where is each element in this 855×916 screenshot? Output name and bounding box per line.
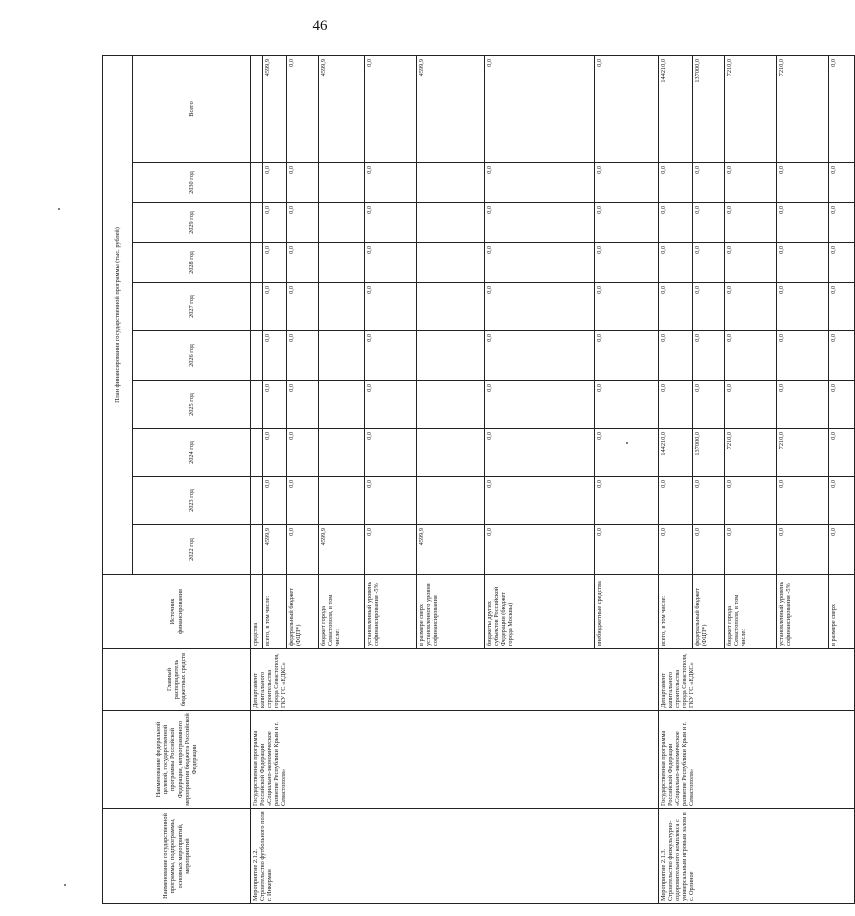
amount-cell: 0,0 — [725, 283, 777, 331]
amount-cell: 144210,0 — [659, 55, 693, 162]
funding-source-cell: установленный уровень софинансирования -5% — [365, 575, 417, 649]
amount-cell: 0,0 — [595, 331, 659, 381]
amount-cell: 0,0 — [659, 381, 693, 429]
amount-cell: 0,0 — [287, 525, 319, 575]
amount-cell: 4599,9 — [319, 525, 365, 575]
amount-cell — [319, 429, 365, 477]
amount-cell: 0,0 — [287, 429, 319, 477]
amount-cell: 0,0 — [365, 381, 417, 429]
amount-cell: 0,0 — [485, 525, 595, 575]
event-cell: Мероприятие 2.1.2. Строительство футбольного поля г. Инкерман — [251, 809, 659, 904]
amount-cell: 0,0 — [595, 203, 659, 243]
amount-cell: 0,0 — [365, 243, 417, 283]
amount-cell: 0,0 — [829, 163, 855, 203]
header-budget-admin: Главный распорядитель бюджетных средств — [103, 649, 251, 711]
header-funding-source: Источник финансирования — [103, 575, 251, 649]
amount-cell: 0,0 — [287, 203, 319, 243]
amount-cell: 0,0 — [595, 477, 659, 525]
amount-cell — [251, 381, 263, 429]
header-year: 2024 год — [133, 429, 251, 477]
amount-cell: 0,0 — [365, 525, 417, 575]
amount-cell: 0,0 — [777, 283, 829, 331]
amount-cell — [251, 163, 263, 203]
amount-cell: 0,0 — [485, 163, 595, 203]
funding-source-cell: в размере сверх — [829, 575, 855, 649]
amount-cell: 0,0 — [595, 525, 659, 575]
amount-cell — [319, 163, 365, 203]
amount-cell: 0,0 — [659, 203, 693, 243]
header-year: 2022 год — [133, 525, 251, 575]
amount-cell — [251, 477, 263, 525]
amount-cell: 0,0 — [829, 283, 855, 331]
amount-cell: 0,0 — [287, 283, 319, 331]
amount-cell: 0,0 — [485, 429, 595, 477]
header-year: 2028 год — [133, 243, 251, 283]
amount-cell: 0,0 — [365, 163, 417, 203]
funding-source-cell: бюджет города Севастополя, в том числе: — [319, 575, 365, 649]
amount-cell — [417, 163, 485, 203]
page-number: 46 — [312, 18, 328, 34]
event-cell: Мероприятие 2.1.3. Строительство физкультурно-оздоровительного комплекса с универсальным игровым залом в с. Орлиное — [659, 809, 855, 904]
amount-cell: 4599,9 — [319, 55, 365, 162]
amount-cell: 0,0 — [365, 331, 417, 381]
amount-cell: 0,0 — [287, 331, 319, 381]
header-year: 2025 год — [133, 381, 251, 429]
amount-cell: 137000,0 — [693, 429, 725, 477]
amount-cell: 0,0 — [725, 163, 777, 203]
amount-cell — [251, 203, 263, 243]
amount-cell — [417, 203, 485, 243]
funding-source-cell: всего, в том числе: — [263, 575, 287, 649]
rotated-table-wrapper — [102, 56, 837, 904]
amount-cell — [251, 55, 263, 162]
amount-cell — [251, 429, 263, 477]
table-body — [251, 55, 855, 903]
amount-cell — [251, 243, 263, 283]
amount-cell — [319, 203, 365, 243]
amount-cell: 0,0 — [263, 163, 287, 203]
amount-cell: 0,0 — [659, 243, 693, 283]
amount-cell: 0,0 — [365, 429, 417, 477]
header-plan-group: План финансирования государственной программы (тыс. рублей) — [103, 55, 133, 574]
header-year: 2026 год — [133, 331, 251, 381]
header-event: Наименование государственной программы, подпрограммы, основных мероприятий, мероприятий — [103, 809, 251, 904]
funding-source-cell: всего, в том числе: — [659, 575, 693, 649]
amount-cell: 144210,0 — [659, 429, 693, 477]
amount-cell — [417, 429, 485, 477]
amount-cell: 0,0 — [287, 163, 319, 203]
amount-cell: 0,0 — [659, 331, 693, 381]
amount-cell: 0,0 — [595, 55, 659, 162]
amount-cell: 0,0 — [693, 203, 725, 243]
amount-cell: 0,0 — [829, 525, 855, 575]
amount-cell: 0,0 — [287, 381, 319, 429]
amount-cell: 7210,0 — [777, 55, 829, 162]
amount-cell: 0,0 — [693, 243, 725, 283]
header-year: 2027 год — [133, 283, 251, 331]
budget-admin-cell: Департамент капитального строительства города Севастополя, ГКУ ГС «ЕДКС» — [251, 649, 659, 711]
funding-source-cell: федеральный бюджет (ФЦП*) — [287, 575, 319, 649]
amount-cell: 0,0 — [485, 55, 595, 162]
amount-cell: 0,0 — [287, 477, 319, 525]
amount-cell: 4599,9 — [263, 55, 287, 162]
amount-cell: 0,0 — [365, 477, 417, 525]
amount-cell: 0,0 — [485, 331, 595, 381]
amount-cell: 0,0 — [485, 381, 595, 429]
scan-speck — [64, 884, 66, 886]
amount-cell: 0,0 — [485, 283, 595, 331]
amount-cell: 0,0 — [595, 243, 659, 283]
amount-cell — [319, 381, 365, 429]
header-federal-program: Наименование федеральной целевой, государственной программы Российской Федерации, непрограммного мероприятия бюджета Российской Федерации — [103, 711, 251, 809]
funding-source-cell: внебюджетные средства — [595, 575, 659, 649]
funding-source-cell: федеральный бюджет (ФЦП*) — [693, 575, 725, 649]
amount-cell — [319, 243, 365, 283]
federal-program-cell: Государственная программа Российской Федерации «Социально-экономическое развитие Республики Крым и г. Севастополя» — [659, 711, 855, 809]
amount-cell: 0,0 — [595, 163, 659, 203]
amount-cell: 0,0 — [365, 283, 417, 331]
amount-cell: 137000,0 — [693, 55, 725, 162]
amount-cell: 0,0 — [263, 477, 287, 525]
funding-source-cell: в размере сверх установленного уровня софинансирования — [417, 575, 485, 649]
amount-cell: 0,0 — [777, 525, 829, 575]
table-row — [251, 55, 263, 903]
amount-cell: 0,0 — [693, 525, 725, 575]
funding-source-cell: бюджет города Севастополя, в том числе: — [725, 575, 777, 649]
amount-cell: 0,0 — [365, 203, 417, 243]
amount-cell: 0,0 — [595, 381, 659, 429]
amount-cell: 0,0 — [725, 203, 777, 243]
amount-cell: 0,0 — [485, 243, 595, 283]
amount-cell: 0,0 — [485, 477, 595, 525]
amount-cell: 0,0 — [829, 55, 855, 162]
amount-cell: 0,0 — [829, 203, 855, 243]
amount-cell: 0,0 — [693, 283, 725, 331]
amount-cell: 0,0 — [693, 163, 725, 203]
amount-cell — [417, 243, 485, 283]
amount-cell: 0,0 — [263, 283, 287, 331]
amount-cell — [251, 525, 263, 575]
amount-cell: 0,0 — [693, 331, 725, 381]
amount-cell: 0,0 — [829, 331, 855, 381]
amount-cell: 0,0 — [263, 203, 287, 243]
amount-cell: 0,0 — [287, 55, 319, 162]
amount-cell — [251, 283, 263, 331]
amount-cell — [417, 477, 485, 525]
amount-cell: 0,0 — [693, 381, 725, 429]
header-year: 2030 год — [133, 163, 251, 203]
amount-cell — [417, 283, 485, 331]
rotated-table-area — [102, 56, 837, 904]
amount-cell: 0,0 — [777, 243, 829, 283]
amount-cell: 0,0 — [829, 381, 855, 429]
funding-source-cell: установленный уровень софинансирования -5% — [777, 575, 829, 649]
amount-cell — [319, 331, 365, 381]
amount-cell: 0,0 — [829, 477, 855, 525]
amount-cell: 0,0 — [725, 243, 777, 283]
amount-cell: 0,0 — [777, 163, 829, 203]
amount-cell: 0,0 — [263, 243, 287, 283]
amount-cell: 7210,0 — [725, 429, 777, 477]
header-year: Всего — [133, 55, 251, 162]
header-year: 2029 год — [133, 203, 251, 243]
amount-cell: 7210,0 — [725, 55, 777, 162]
amount-cell — [251, 331, 263, 381]
scan-speck — [626, 442, 628, 444]
amount-cell: 0,0 — [659, 525, 693, 575]
amount-cell: 0,0 — [263, 429, 287, 477]
amount-cell: 0,0 — [287, 243, 319, 283]
header-year: 2023 год — [133, 477, 251, 525]
amount-cell — [319, 477, 365, 525]
amount-cell: 0,0 — [485, 203, 595, 243]
amount-cell: 0,0 — [659, 163, 693, 203]
amount-cell — [319, 283, 365, 331]
amount-cell: 0,0 — [693, 477, 725, 525]
amount-cell: 0,0 — [777, 381, 829, 429]
amount-cell: 0,0 — [725, 525, 777, 575]
table-row — [659, 55, 693, 903]
amount-cell — [417, 331, 485, 381]
scan-speck — [58, 208, 60, 210]
budget-admin-cell: Департамент капитального строительства города Севастополя, ГКУ ГС «ЕДКС» — [659, 649, 855, 711]
amount-cell: 0,0 — [659, 477, 693, 525]
amount-cell: 0,0 — [595, 429, 659, 477]
amount-cell: 0,0 — [725, 477, 777, 525]
amount-cell: 0,0 — [725, 331, 777, 381]
amount-cell: 4599,9 — [417, 55, 485, 162]
amount-cell: 0,0 — [263, 381, 287, 429]
amount-cell: 0,0 — [263, 331, 287, 381]
federal-program-cell: Государственная программа Российской Федерации «Социально-экономическое развитие Республики Крым и г. Севастополя» — [251, 711, 659, 809]
amount-cell: 0,0 — [365, 55, 417, 162]
amount-cell: 0,0 — [777, 331, 829, 381]
amount-cell: 4599,9 — [417, 525, 485, 575]
amount-cell: 0,0 — [725, 381, 777, 429]
amount-cell: 0,0 — [777, 477, 829, 525]
amount-cell: 0,0 — [829, 429, 855, 477]
amount-cell: 0,0 — [829, 243, 855, 283]
funding-source-cell: бюджеты других субъектов Российской Федерации (бюджет города Москвы) — [485, 575, 595, 649]
amount-cell: 0,0 — [659, 283, 693, 331]
amount-cell: 4599,9 — [263, 525, 287, 575]
financing-table — [102, 55, 855, 904]
amount-cell: 7210,0 — [777, 429, 829, 477]
funding-source-cell: средства — [251, 575, 263, 649]
amount-cell: 0,0 — [777, 203, 829, 243]
table-header — [103, 55, 251, 903]
amount-cell — [417, 381, 485, 429]
amount-cell: 0,0 — [595, 283, 659, 331]
